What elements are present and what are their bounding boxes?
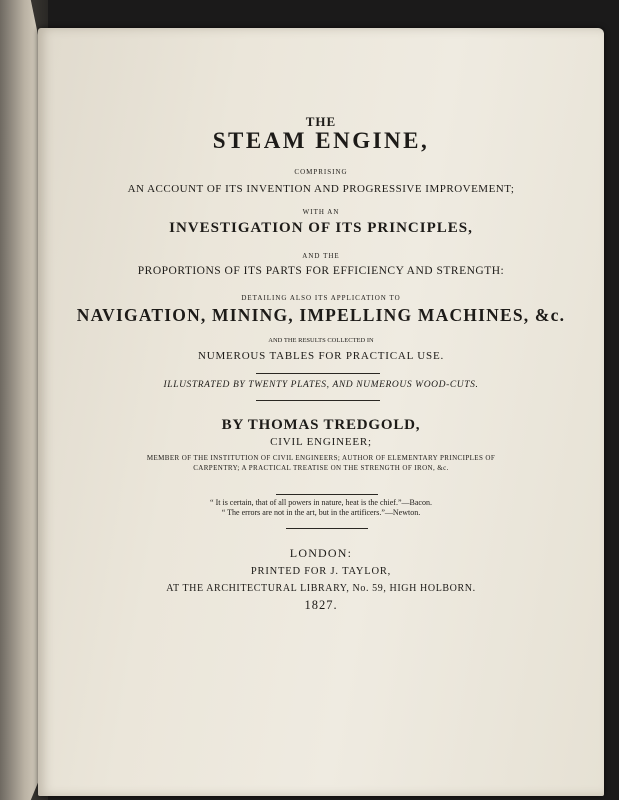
quote-bacon: “ It is certain, that of all powers in nature, heat is the chief.”—Bacon. xyxy=(210,498,432,507)
quote-newton: “ The errors are not in the art, but in the artificers.”—Newton. xyxy=(221,508,421,517)
author-credentials-line1: MEMBER OF THE INSTITUTION OF CIVIL ENGINEERS; AUTHOR OF ELEMENTARY PRINCIPLES OF xyxy=(146,454,496,462)
author-role: CIVIL ENGINEER; xyxy=(270,436,372,448)
title-page xyxy=(38,28,604,796)
divider-rule xyxy=(256,400,380,401)
publication-year: 1827. xyxy=(304,598,338,612)
publication-place: LONDON: xyxy=(289,546,353,560)
divider-rule xyxy=(286,528,368,529)
divider-rule xyxy=(256,373,380,374)
author-name: BY THOMAS TREDGOLD, xyxy=(221,417,421,433)
book-title: STEAM ENGINE, xyxy=(212,128,430,153)
author-credentials-line2: CARPENTRY; A PRACTICAL TREATISE ON THE STRENGTH OF IRON, &c. xyxy=(193,464,449,472)
comprising-text: COMPRISING xyxy=(294,168,348,176)
results-text: AND THE RESULTS COLLECTED IN xyxy=(268,337,374,344)
printer-address: AT THE ARCHITECTURAL LIBRARY, No. 59, HIGH HOLBORN. xyxy=(166,583,476,594)
proportions-text: PROPORTIONS OF ITS PARTS FOR EFFICIENCY AND STRENGTH: xyxy=(137,265,505,277)
account-text: AN ACCOUNT OF ITS INVENTION AND PROGRESSIVE IMPROVEMENT; xyxy=(127,183,515,195)
with-an-text: WITH AN xyxy=(302,208,340,216)
investigation-text: INVESTIGATION OF ITS PRINCIPLES, xyxy=(169,220,473,236)
navigation-text: NAVIGATION, MINING, IMPELLING MACHINES, &c. xyxy=(76,305,566,325)
detailing-text: DETAILING ALSO ITS APPLICATION TO xyxy=(241,294,401,302)
tables-text: NUMEROUS TABLES FOR PRACTICAL USE. xyxy=(197,350,445,362)
and-the-text: AND THE xyxy=(302,252,340,260)
divider-rule xyxy=(276,494,378,495)
illustrated-text: ILLUSTRATED BY TWENTY PLATES, AND NUMEROUS WOOD-CUTS. xyxy=(163,380,479,390)
title-article: THE xyxy=(305,114,337,129)
printer-text: PRINTED FOR J. TAYLOR, xyxy=(250,566,392,577)
